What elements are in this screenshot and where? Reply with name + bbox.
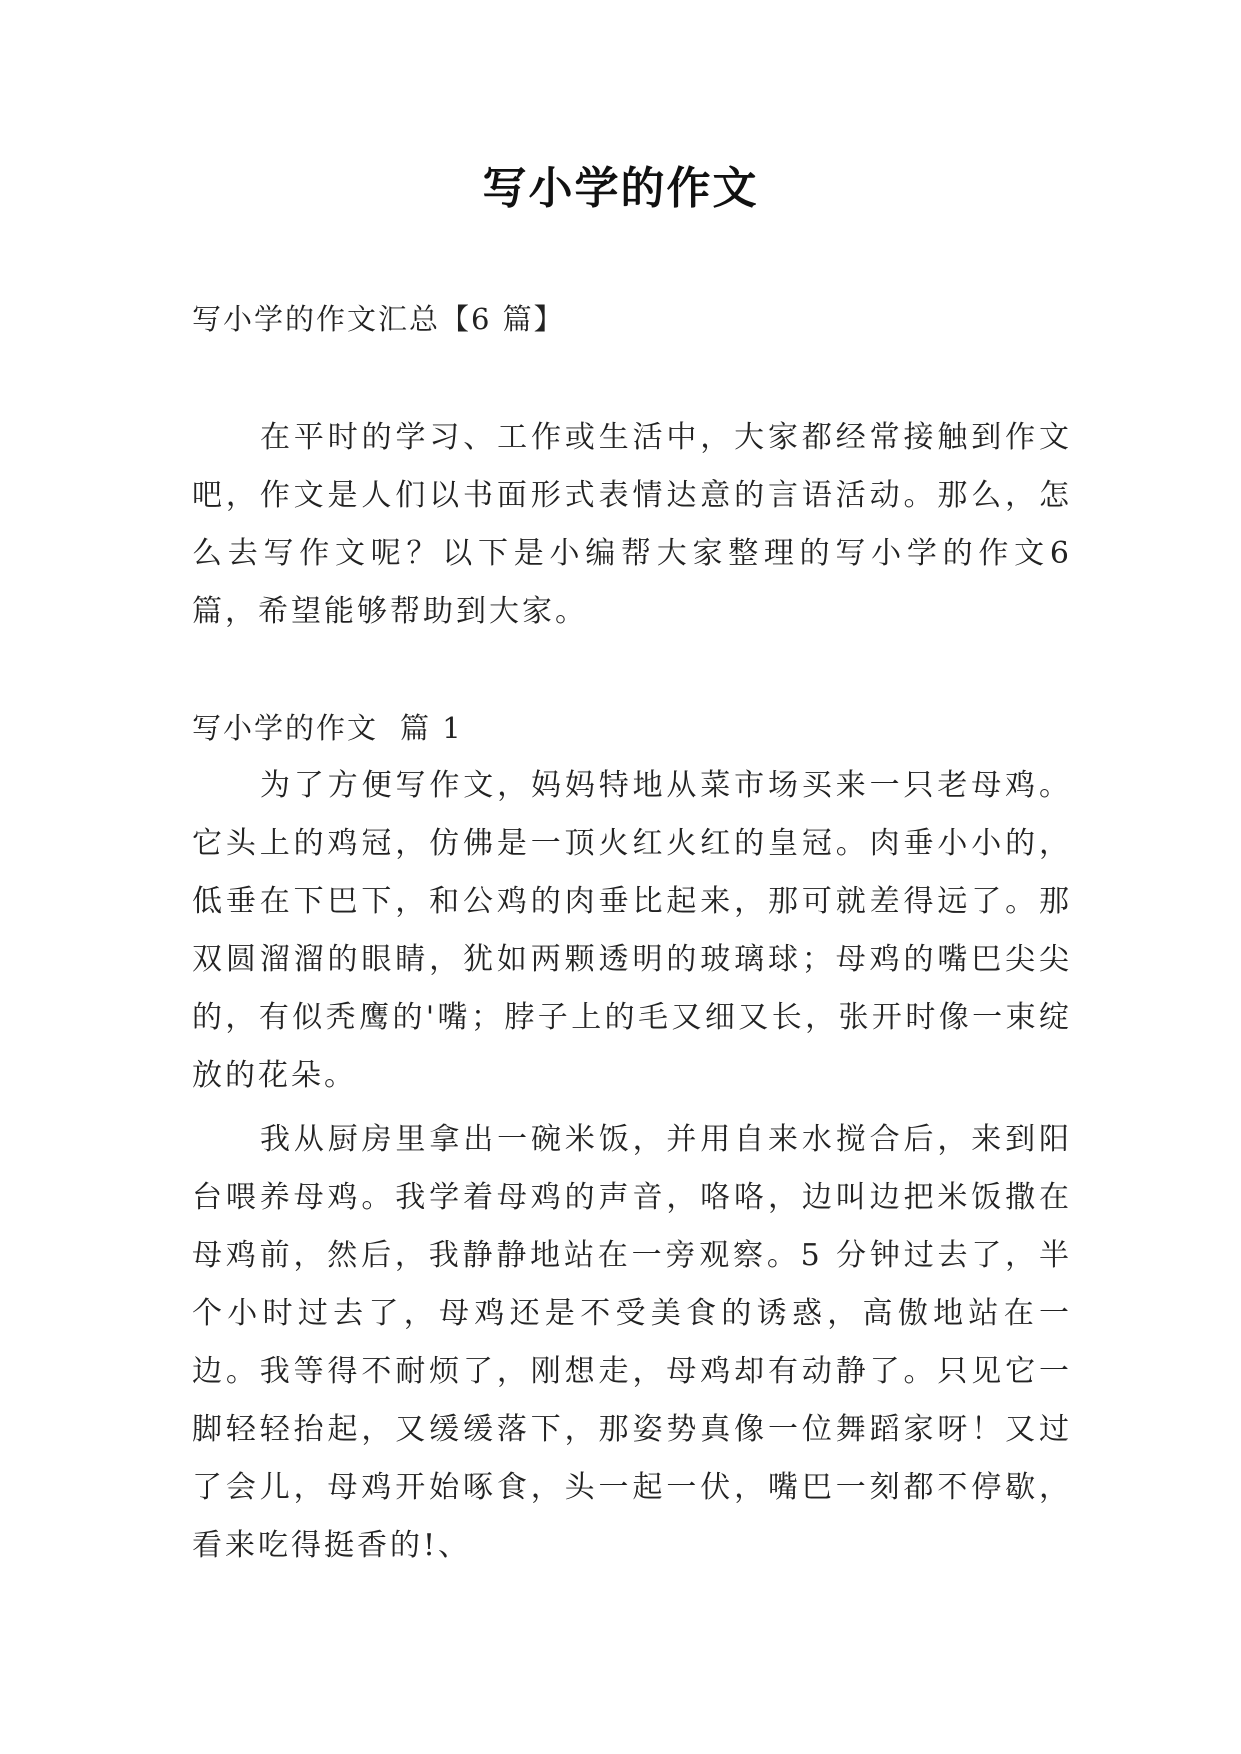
section-heading-title: 写小学的作文 (192, 711, 379, 745)
section-heading-number: 篇 1 (400, 711, 463, 745)
body-paragraph: 我从厨房里拿出一碗米饭，并用自来水搅合后，来到阳台喂养母鸡。我学着母鸡的声音，咯咯，边叫边把米饭撒在母鸡前，然后，我静静地站在一旁观察。5 分钟过去了，半个小时过去了，母鸡还是不受美食的诱惑，高傲地站在一边。我等得不耐烦了，刚想走，母鸡却有动静了。只见它一脚轻轻抬起，又缓缓落下，那姿势真像一位舞蹈家呀！又过了会儿，母鸡开始啄食，头一起一伏，嘴巴一刻都不停歇，看来吃得挺香的!、 (192, 1122, 1072, 1563)
section-heading (192, 706, 463, 747)
document-title: 写小学的作文 (482, 163, 759, 214)
intro-paragraph: 在平时的学习、工作或生活中，大家都经常接触到作文吧，作文是人们以书面形式表情达意的言语活动。那么，怎么去写作文呢？以下是小编帮大家整理的写小学的作文6篇，希望能够帮助到大家。 (192, 420, 1072, 629)
document-subtitle: 写小学的作文汇总【6 篇】 (192, 302, 565, 336)
body-paragraph: 为了方便写作文，妈妈特地从菜市场买来一只老母鸡。它头上的鸡冠，仿佛是一顶火红火红的皇冠。肉垂小小的，低垂在下巴下，和公鸡的肉垂比起来，那可就差得远了。那双圆溜溜的眼睛，犹如两颗透明的玻璃球；母鸡的嘴巴尖尖的，有似秃鹰的'嘴；脖子上的毛又细又长，张开时像一束绽放的花朵。 (192, 768, 1072, 1093)
